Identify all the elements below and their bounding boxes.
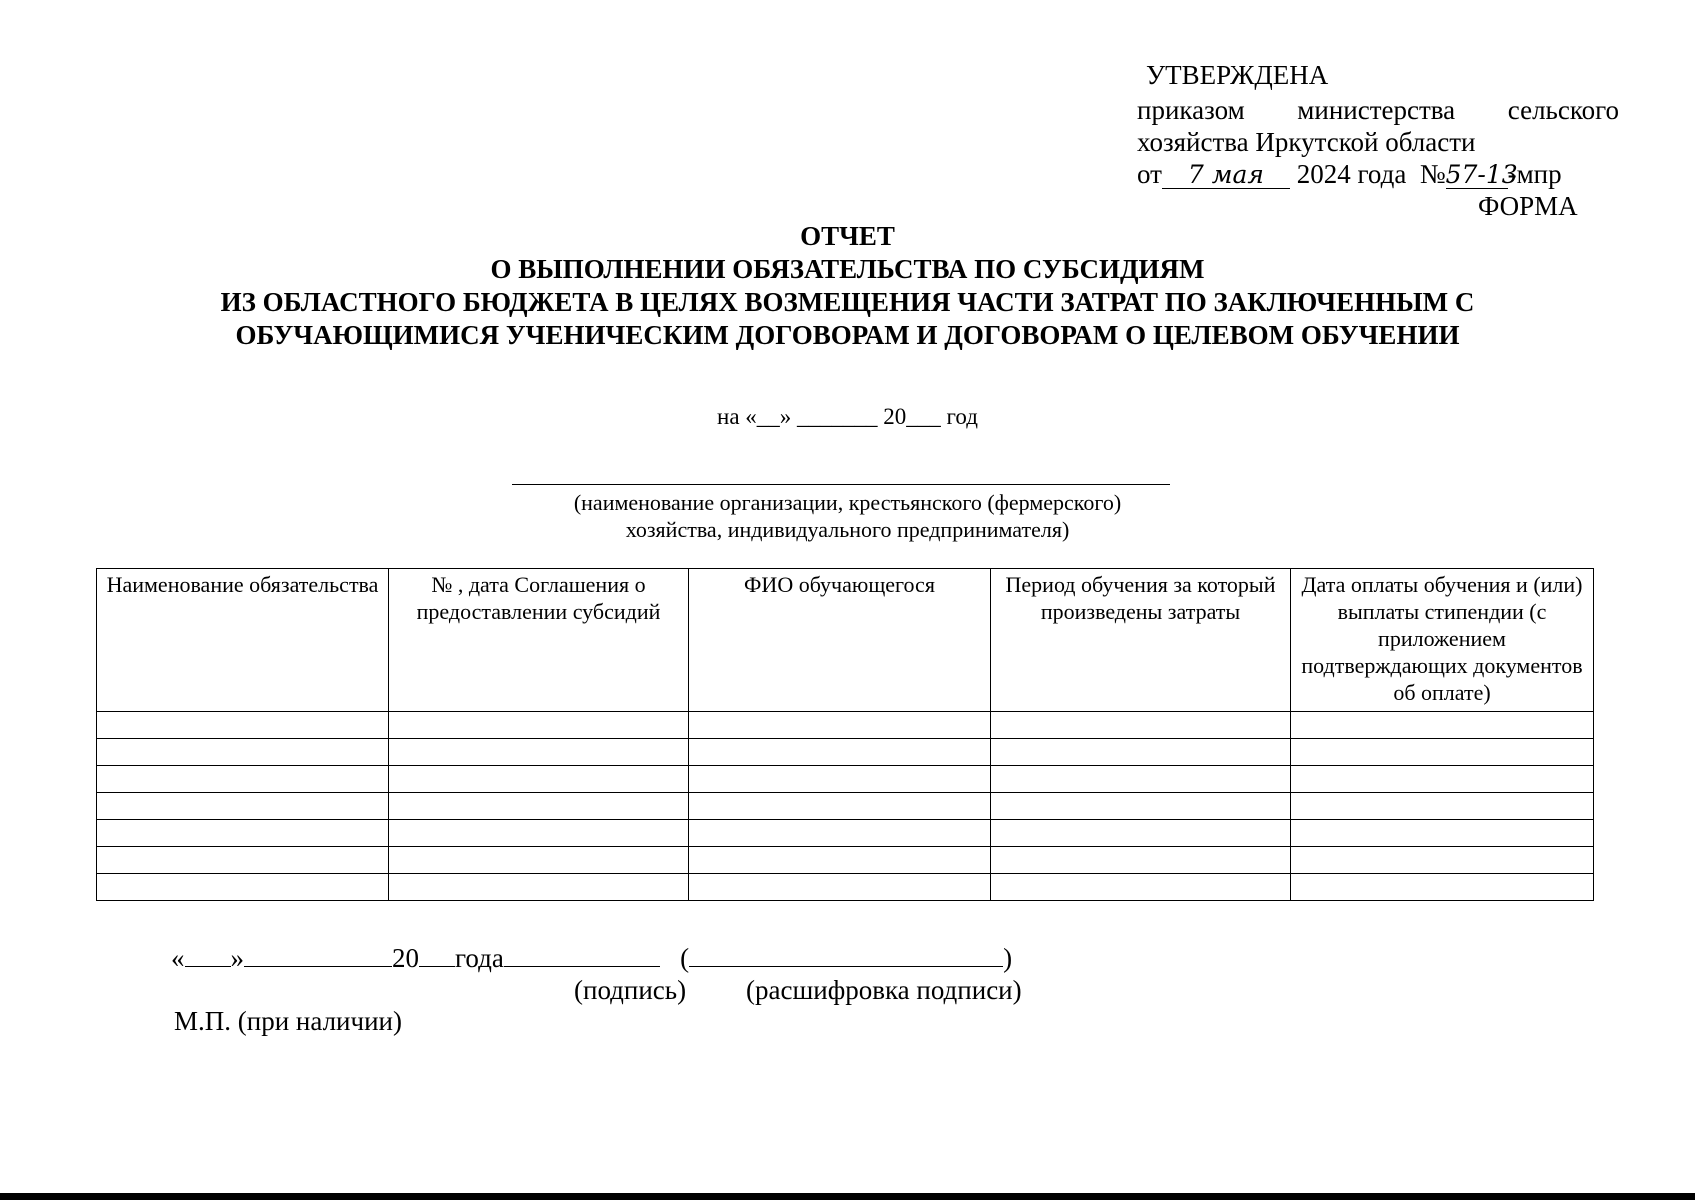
approval-agri-word: сельского: [1507, 95, 1619, 125]
signature-decoding-caption: (расшифровка подписи): [746, 975, 1022, 1005]
table-cell[interactable]: [97, 739, 389, 766]
approval-number-sign: №: [1419, 159, 1446, 189]
report-subtitle-line2: ИЗ ОБЛАСТНОГО БЮДЖЕТА В ЦЕЛЯХ ВОЗМЕЩЕНИЯ ЧАСТИ ЗАТРАТ ПО ЗАКЛЮЧЕННЫМ С: [220, 287, 1475, 317]
form-label: ФОРМА: [1478, 191, 1578, 221]
table-cell[interactable]: [97, 820, 389, 847]
table-cell[interactable]: [689, 874, 991, 901]
table-cell[interactable]: [389, 766, 689, 793]
table-cell[interactable]: [389, 847, 689, 874]
signature-close-quote: »: [230, 943, 244, 973]
header-obligation: Наименование обязательства: [97, 569, 389, 712]
table-cell[interactable]: [991, 874, 1291, 901]
signature-month-blank[interactable]: [244, 941, 392, 967]
table-row: [97, 766, 1594, 793]
signature-open-quote: «: [171, 943, 185, 973]
table-cell[interactable]: [1291, 847, 1594, 874]
table-row: [97, 793, 1594, 820]
table-cell[interactable]: [97, 712, 389, 739]
table-cell[interactable]: [689, 820, 991, 847]
table-cell[interactable]: [1291, 766, 1594, 793]
table-row: [97, 712, 1594, 739]
table-cell[interactable]: [97, 847, 389, 874]
signature-year-prefix: 20: [392, 943, 419, 973]
signature-year-suffix: года: [455, 943, 504, 973]
approval-number-suffix: -мпр: [1507, 159, 1562, 189]
table-cell[interactable]: [689, 739, 991, 766]
approval-order-line: [1137, 95, 1619, 126]
table-cell[interactable]: [389, 820, 689, 847]
header-training-period: Период обучения за который произведены затраты: [991, 569, 1291, 712]
approval-ministry-line: хозяйства Иркутской области: [1137, 127, 1476, 157]
table-row: [97, 820, 1594, 847]
report-title: ОТЧЕТ: [800, 221, 895, 251]
decoding-close-paren: ): [1003, 943, 1013, 973]
signature-caption: (подпись): [574, 975, 687, 1005]
signature-year-blank[interactable]: [419, 941, 455, 967]
report-subtitle-line3: ОБУЧАЮЩИМИСЯ УЧЕНИЧЕСКИМ ДОГОВОРАМ И ДОГОВОРАМ О ЦЕЛЕВОМ ОБУЧЕНИИ: [235, 320, 1460, 350]
table-cell[interactable]: [389, 712, 689, 739]
stamp-note: М.П. (при наличии): [174, 1006, 402, 1036]
table-cell[interactable]: [689, 847, 991, 874]
table-cell[interactable]: [991, 766, 1291, 793]
report-date-line: на «__» _______ 20___ год: [717, 404, 978, 429]
organization-caption-line2: хозяйства, индивидуального предпринимателя): [625, 517, 1070, 542]
table-cell[interactable]: [97, 793, 389, 820]
handwritten-date: 7 мая: [1162, 162, 1290, 189]
table-cell[interactable]: [389, 793, 689, 820]
table-cell[interactable]: [991, 712, 1291, 739]
table-cell[interactable]: [97, 874, 389, 901]
table-cell[interactable]: [389, 874, 689, 901]
table-cell[interactable]: [689, 793, 991, 820]
header-payment-date: Дата оплаты обучения и (или) выплаты стипендии (с приложением подтверждающих документов об оплате): [1291, 569, 1594, 712]
table-row: [97, 847, 1594, 874]
table-cell[interactable]: [991, 793, 1291, 820]
table-cell[interactable]: [991, 820, 1291, 847]
report-table: [96, 568, 1594, 901]
table-cell[interactable]: [689, 766, 991, 793]
scan-bottom-edge: [0, 1193, 1695, 1200]
header-student-name: ФИО обучающегося: [689, 569, 991, 712]
approval-date-prefix: от: [1137, 159, 1162, 189]
signature-decoding-blank[interactable]: [689, 941, 1003, 967]
signature-day-blank[interactable]: [185, 941, 231, 967]
approval-ministry-word: министерства: [1297, 95, 1456, 125]
table-cell[interactable]: [689, 712, 991, 739]
table-cell[interactable]: [1291, 820, 1594, 847]
table-cell[interactable]: [991, 847, 1291, 874]
organization-name-line: [512, 484, 1170, 485]
signature-blank[interactable]: [504, 941, 660, 967]
approval-year: 2024 года: [1296, 159, 1407, 189]
handwritten-number: 57-13: [1445, 160, 1518, 189]
report-subtitle-line1: О ВЫПОЛНЕНИИ ОБЯЗАТЕЛЬСТВА ПО СУБСИДИЯМ: [490, 254, 1205, 284]
table-header-row: [97, 569, 1594, 712]
table-cell[interactable]: [991, 739, 1291, 766]
approval-title: УТВЕРЖДЕНА: [1146, 60, 1329, 90]
table-cell[interactable]: [1291, 874, 1594, 901]
decoding-open-paren: (: [680, 943, 690, 973]
approval-date-line: [1137, 159, 1619, 190]
table-cell[interactable]: [97, 766, 389, 793]
table-cell[interactable]: [1291, 793, 1594, 820]
table-cell[interactable]: [389, 739, 689, 766]
signature-line: [171, 941, 1012, 974]
approval-order-word: приказом: [1137, 95, 1245, 125]
table-row: [97, 874, 1594, 901]
table-row: [97, 739, 1594, 766]
table-cell[interactable]: [1291, 739, 1594, 766]
organization-caption-line1: (наименование организации, крестьянского (фермерского): [573, 490, 1122, 515]
header-agreement: № , дата Соглашения о предоставлении субсидий: [389, 569, 689, 712]
table-cell[interactable]: [1291, 712, 1594, 739]
